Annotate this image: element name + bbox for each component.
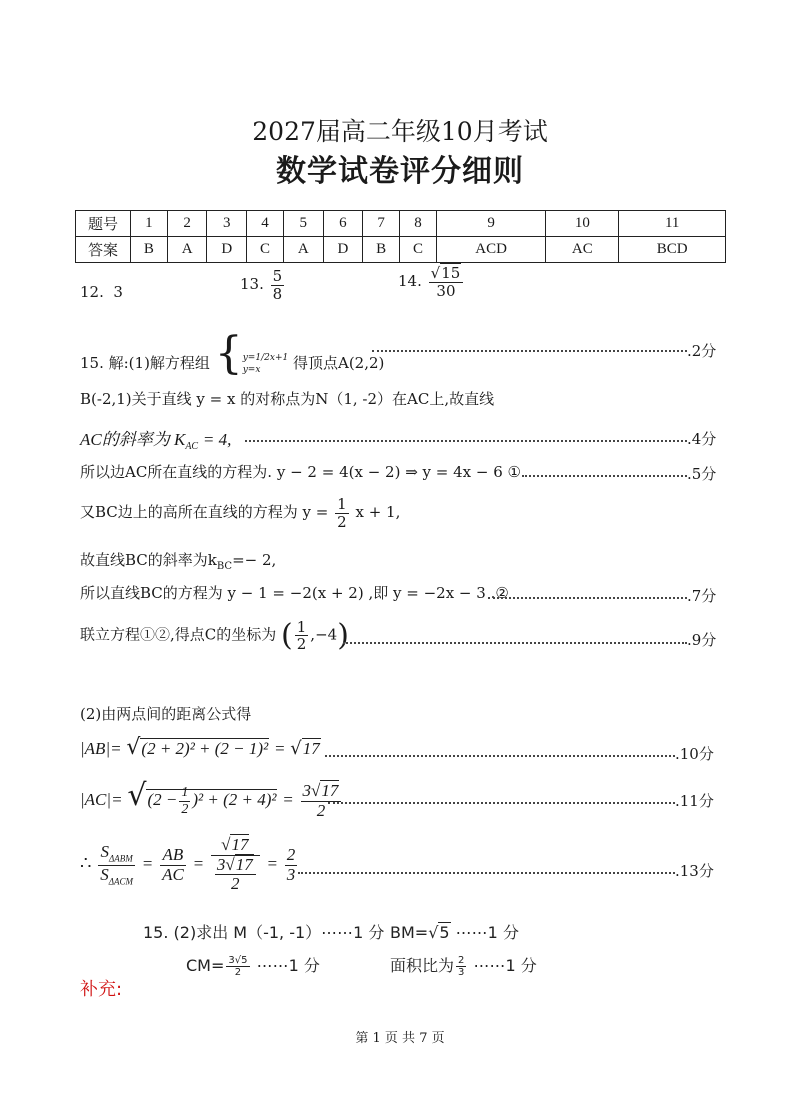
q15-line-reflection: B(-2,1)关于直线 y = x 的对称点为N（1, -2）在AC上,故直线 bbox=[80, 390, 495, 408]
fraction-numerator: √15 bbox=[429, 265, 464, 283]
ac-radicand bbox=[146, 785, 277, 817]
sqrt-radicand: 17 bbox=[235, 854, 253, 874]
table-cell: 题号 bbox=[76, 211, 131, 237]
ab-label: |AB|= bbox=[80, 739, 122, 758]
fraction-denominator: 2 bbox=[337, 512, 347, 531]
vertex-a-result: 得顶点A(2,2) bbox=[293, 354, 385, 372]
table-cell: AC bbox=[546, 237, 619, 263]
table-cell: 1 bbox=[131, 211, 168, 237]
q12-answer bbox=[80, 283, 123, 301]
dotted-leader bbox=[328, 802, 675, 804]
q15-line-slope-ac bbox=[80, 425, 231, 452]
table-cell: 7 bbox=[363, 211, 400, 237]
q14-answer bbox=[398, 265, 465, 299]
coef: 3 bbox=[228, 955, 235, 966]
table-cell: D bbox=[323, 237, 363, 263]
table-cell: 9 bbox=[436, 211, 545, 237]
supplement-score: ⋯⋯1 分 bbox=[473, 956, 537, 975]
radicand-fraction bbox=[179, 785, 190, 817]
system-eq-1: y=1/2x+1 bbox=[242, 353, 289, 363]
radicand-part: (2 − bbox=[147, 790, 178, 809]
sqrt-radicand: 5 bbox=[241, 955, 248, 966]
slope-text: AC的斜率为 K bbox=[80, 430, 186, 449]
q12-value: 3 bbox=[113, 283, 123, 301]
table-cell: 2 bbox=[167, 211, 207, 237]
table-cell: 答案 bbox=[76, 237, 131, 263]
ab-radicand: (2 + 2)² + (2 − 1)² bbox=[141, 739, 269, 758]
dotted-leader bbox=[488, 597, 687, 599]
nested-fraction bbox=[215, 856, 256, 894]
fraction-denominator: 2 bbox=[234, 967, 242, 978]
fraction-denominator: 30 bbox=[436, 281, 456, 300]
eq-text: y= bbox=[242, 353, 256, 363]
dotted-leader bbox=[245, 440, 687, 442]
eq-text: x+1 bbox=[269, 353, 289, 363]
table-cell: 5 bbox=[283, 211, 323, 237]
area-symbol: S bbox=[100, 864, 109, 884]
page-footer: 第 1 页 共 7 页 bbox=[355, 1031, 445, 1046]
supplement-label: 补充: bbox=[80, 979, 123, 1000]
right-paren-icon: ) bbox=[337, 618, 349, 653]
supplement-line-1a: 15. (2)求出 M（-1, -1）⋯⋯1 分 bbox=[143, 923, 385, 942]
system-eq-2: y=x bbox=[242, 365, 261, 375]
cm-label: CM= bbox=[186, 956, 225, 975]
ratio-result-fraction bbox=[285, 846, 298, 884]
equation-system bbox=[243, 352, 289, 376]
sqrt-radicand: 17 bbox=[321, 780, 339, 800]
fraction-numerator: 1 bbox=[296, 617, 307, 636]
sqrt-icon: √ bbox=[127, 778, 147, 813]
sqrt-radicand: 15 bbox=[441, 264, 461, 282]
fraction-denominator: 3 bbox=[458, 967, 465, 978]
fraction-denominator: 2 bbox=[316, 800, 326, 820]
radicand-part: )² + (2 + 4)² bbox=[192, 790, 277, 809]
therefore-icon: ∴ bbox=[80, 853, 92, 875]
equals-sign: = bbox=[273, 739, 286, 758]
coef: 3 bbox=[302, 780, 312, 800]
fraction-denominator: 2 bbox=[296, 635, 307, 653]
q15-line-ac-length bbox=[80, 778, 343, 820]
area-symbol: S bbox=[100, 842, 109, 862]
supplement-score: ⋯⋯1 分 bbox=[455, 923, 519, 942]
ac-label: |AC|= bbox=[80, 790, 123, 809]
sqrt-icon: √ bbox=[290, 738, 302, 759]
fraction-denominator: 8 bbox=[272, 284, 283, 303]
cm-fraction bbox=[226, 955, 249, 978]
fraction-numerator: 1 bbox=[337, 495, 347, 513]
point-c-y: ,−4 bbox=[310, 625, 338, 644]
slope-value: = 4, bbox=[202, 430, 232, 449]
slope-bc-value: =− 2, bbox=[232, 551, 277, 569]
exam-subtitle: 数学试卷评分细则 bbox=[276, 154, 524, 189]
table-cell: BCD bbox=[619, 237, 726, 263]
ratio-length-fraction bbox=[160, 846, 186, 884]
supplement-line-2a bbox=[186, 953, 320, 978]
eq-frac-num: 1 bbox=[255, 353, 262, 363]
sqrt-icon: √ bbox=[126, 735, 141, 760]
left-paren-icon: ( bbox=[281, 618, 293, 653]
dotted-leader bbox=[298, 872, 675, 874]
fraction-numerator: 3√5 bbox=[228, 955, 248, 966]
q14-label: 14. bbox=[398, 272, 422, 290]
score-mark: .2分 bbox=[687, 342, 717, 360]
fraction-denominator bbox=[98, 866, 135, 887]
equals-sign: = bbox=[282, 790, 294, 809]
altitude-text: 又BC边上的高所在直线的方程为 y = bbox=[80, 503, 329, 521]
equals-sign: = bbox=[266, 854, 278, 874]
q12-label: 12. bbox=[80, 283, 104, 301]
area-subscript: ΔABM bbox=[108, 853, 133, 864]
ac-result-fraction bbox=[301, 782, 342, 820]
fraction-denominator: 3 bbox=[286, 864, 296, 884]
q15-intro: 15. 解:(1)解方程组 bbox=[80, 354, 210, 372]
fraction-numerator: √17 bbox=[211, 836, 260, 856]
q15-line-altitude bbox=[80, 496, 400, 530]
eq-frac-den: 2 bbox=[264, 353, 270, 363]
equals-sign: = bbox=[192, 854, 205, 874]
table-cell: 11 bbox=[619, 211, 726, 237]
q14-fraction bbox=[429, 265, 464, 299]
q13-fraction bbox=[271, 268, 285, 302]
table-cell: D bbox=[207, 237, 247, 263]
table-cell: A bbox=[167, 237, 207, 263]
area-subscript: ΔACM bbox=[108, 875, 134, 886]
left-brace-icon: { bbox=[214, 328, 243, 379]
q15-line-area-ratio bbox=[80, 836, 299, 894]
score-mark: .9分 bbox=[687, 631, 717, 649]
answer-table-row-question-numbers bbox=[76, 211, 726, 237]
supplement-score: ⋯⋯1 分 bbox=[256, 956, 320, 975]
table-cell: 8 bbox=[400, 211, 437, 237]
fraction-denominator: AC bbox=[162, 864, 184, 884]
ratio-complex-fraction bbox=[211, 836, 260, 894]
altitude-fraction bbox=[335, 496, 349, 530]
score-mark: .7分 bbox=[687, 587, 717, 605]
fraction-numerator: 2 bbox=[458, 955, 465, 966]
table-cell: A bbox=[283, 237, 323, 263]
q15-line-ab-length bbox=[80, 735, 321, 760]
supplement-line-2b bbox=[390, 953, 537, 978]
dotted-leader bbox=[372, 350, 687, 352]
point-c-text: 联立方程①②,得点C的坐标为 bbox=[80, 625, 277, 644]
score-mark: .5分 bbox=[687, 465, 717, 483]
score-mark: .13分 bbox=[675, 862, 714, 880]
ab-result: 17 bbox=[302, 739, 320, 758]
supplement-line-1b: BM=√5 ⋯⋯1 分 bbox=[390, 923, 519, 942]
sqrt-radicand: 17 bbox=[231, 835, 249, 854]
table-cell: 4 bbox=[247, 211, 284, 237]
fraction-denominator bbox=[211, 856, 260, 894]
exam-title: 2027届高二年级10月考试 bbox=[252, 117, 548, 146]
fraction-denominator: 2 bbox=[231, 874, 240, 894]
sqrt-radicand: 5 bbox=[439, 923, 450, 942]
slope-bc-text: 故直线BC的斜率为k bbox=[80, 551, 217, 569]
altitude-text-end: x + 1, bbox=[355, 503, 401, 521]
q15-line-ac-equation: 所以边AC所在直线的方程为. y − 2 = 4(x − 2) ⇒ y = 4x − 6 ① bbox=[80, 463, 521, 481]
ratio-area-fraction bbox=[98, 843, 135, 887]
q13-label: 13. bbox=[240, 275, 264, 293]
fraction-denominator: 2 bbox=[181, 801, 189, 817]
table-cell: C bbox=[400, 237, 437, 263]
score-mark: .4分 bbox=[687, 430, 717, 448]
answer-table-row-answers bbox=[76, 237, 726, 263]
q15-line-slope-bc bbox=[80, 549, 276, 572]
fraction-numerator: 2 bbox=[286, 844, 296, 864]
table-cell: B bbox=[363, 237, 400, 263]
bm-label: BM= bbox=[390, 923, 429, 942]
fraction-numerator: 3√17 bbox=[215, 856, 256, 876]
score-mark: .10分 bbox=[675, 745, 714, 763]
fraction-numerator: AB bbox=[160, 846, 186, 866]
table-cell: 3 bbox=[207, 211, 247, 237]
slope-bc-subscript: BC bbox=[216, 561, 233, 572]
q15-line-bc-equation: 所以直线BC的方程为 y − 1 = −2(x + 2) ,即 y = −2x − 3 .② bbox=[80, 584, 509, 602]
table-cell: 6 bbox=[323, 211, 363, 237]
ratio-fraction bbox=[456, 955, 466, 978]
score-mark: .11分 bbox=[675, 792, 714, 810]
table-cell: 10 bbox=[546, 211, 619, 237]
fraction-numerator: 5 bbox=[272, 267, 283, 285]
dotted-leader bbox=[343, 642, 687, 644]
point-c-fraction bbox=[295, 619, 309, 653]
table-cell: B bbox=[131, 237, 168, 263]
coef: 3 bbox=[216, 854, 226, 874]
fraction-numerator: 3√17 bbox=[301, 782, 342, 802]
fraction-numerator: 1 bbox=[181, 785, 189, 801]
fraction-numerator bbox=[98, 843, 135, 865]
table-cell: ACD bbox=[436, 237, 545, 263]
table-cell: C bbox=[247, 237, 284, 263]
dotted-leader bbox=[522, 475, 687, 477]
q15-line-solve-system bbox=[80, 328, 385, 379]
slope-subscript: AC bbox=[185, 441, 199, 452]
q13-answer bbox=[240, 268, 286, 302]
ratio-label: 面积比为 bbox=[390, 956, 455, 975]
q15-part2-intro: (2)由两点间的距离公式得 bbox=[80, 705, 252, 723]
answer-table bbox=[75, 210, 726, 263]
q15-line-point-c bbox=[80, 618, 349, 653]
equals-sign: = bbox=[141, 854, 154, 874]
dotted-leader bbox=[325, 755, 675, 757]
